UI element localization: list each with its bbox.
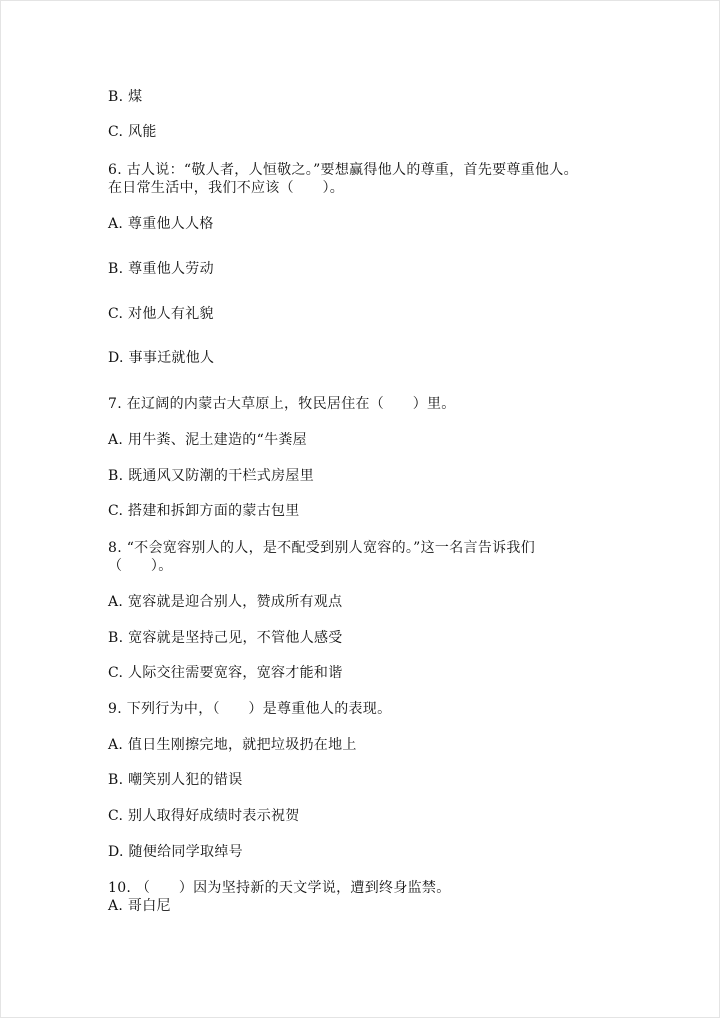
q8-option-c: C. 人际交往需要宽容，宽容才能和谐 (108, 665, 343, 681)
q9-option-d: D. 随便给同学取绰号 (108, 844, 243, 860)
q6-option-a: A. 尊重他人人格 (108, 216, 214, 232)
q9-option-b: B. 嘲笑别人犯的错误 (108, 772, 243, 788)
q10-option-a: A. 哥白尼 (108, 898, 171, 914)
q8-option-a: A. 宽容就是迎合别人，赞成所有观点 (108, 594, 343, 610)
q7-stem: 7. 在辽阔的内蒙古大草原上，牧民居住在（ ）里。 (108, 396, 456, 412)
q6-stem-line-1: 6. 古人说：“敬人者，人恒敬之。”要想赢得他人的尊重，首先要尊重他人。 (108, 162, 578, 178)
q5-option-c: C. 风能 (108, 124, 157, 140)
q8-stem-line-2: （ ）。 (108, 558, 173, 574)
q8-option-b: B. 宽容就是坚持己见，不管他人感受 (108, 630, 343, 646)
q6-stem-line-2: 在日常生活中，我们不应该（ ）。 (108, 180, 345, 196)
q9-option-a: A. 值日生刚擦完地，就把垃圾扔在地上 (108, 737, 357, 753)
q8-stem-line-1: 8. “不会宽容别人的人，是不配受到别人宽容的。”这一名言告诉我们 (108, 540, 536, 556)
q7-option-c: C. 搭建和拆卸方面的蒙古包里 (108, 503, 300, 519)
q6-option-c: C. 对他人有礼貌 (108, 306, 214, 322)
q6-option-b: B. 尊重他人劳动 (108, 261, 214, 277)
q7-option-a: A. 用牛粪、泥土建造的“牛粪屋 (108, 432, 307, 448)
q6-option-d: D. 事事迁就他人 (108, 350, 215, 366)
q9-stem: 9. 下列行为中，（ ）是尊重他人的表现。 (108, 701, 392, 717)
q9-option-c: C. 别人取得好成绩时表示祝贺 (108, 808, 300, 824)
q7-option-b: B. 既通风又防潮的干栏式房屋里 (108, 468, 314, 484)
q5-option-b: B. 煤 (108, 89, 143, 105)
q10-stem: 10. （ ）因为坚持新的天文学说，遭到终身监禁。 (108, 880, 451, 896)
